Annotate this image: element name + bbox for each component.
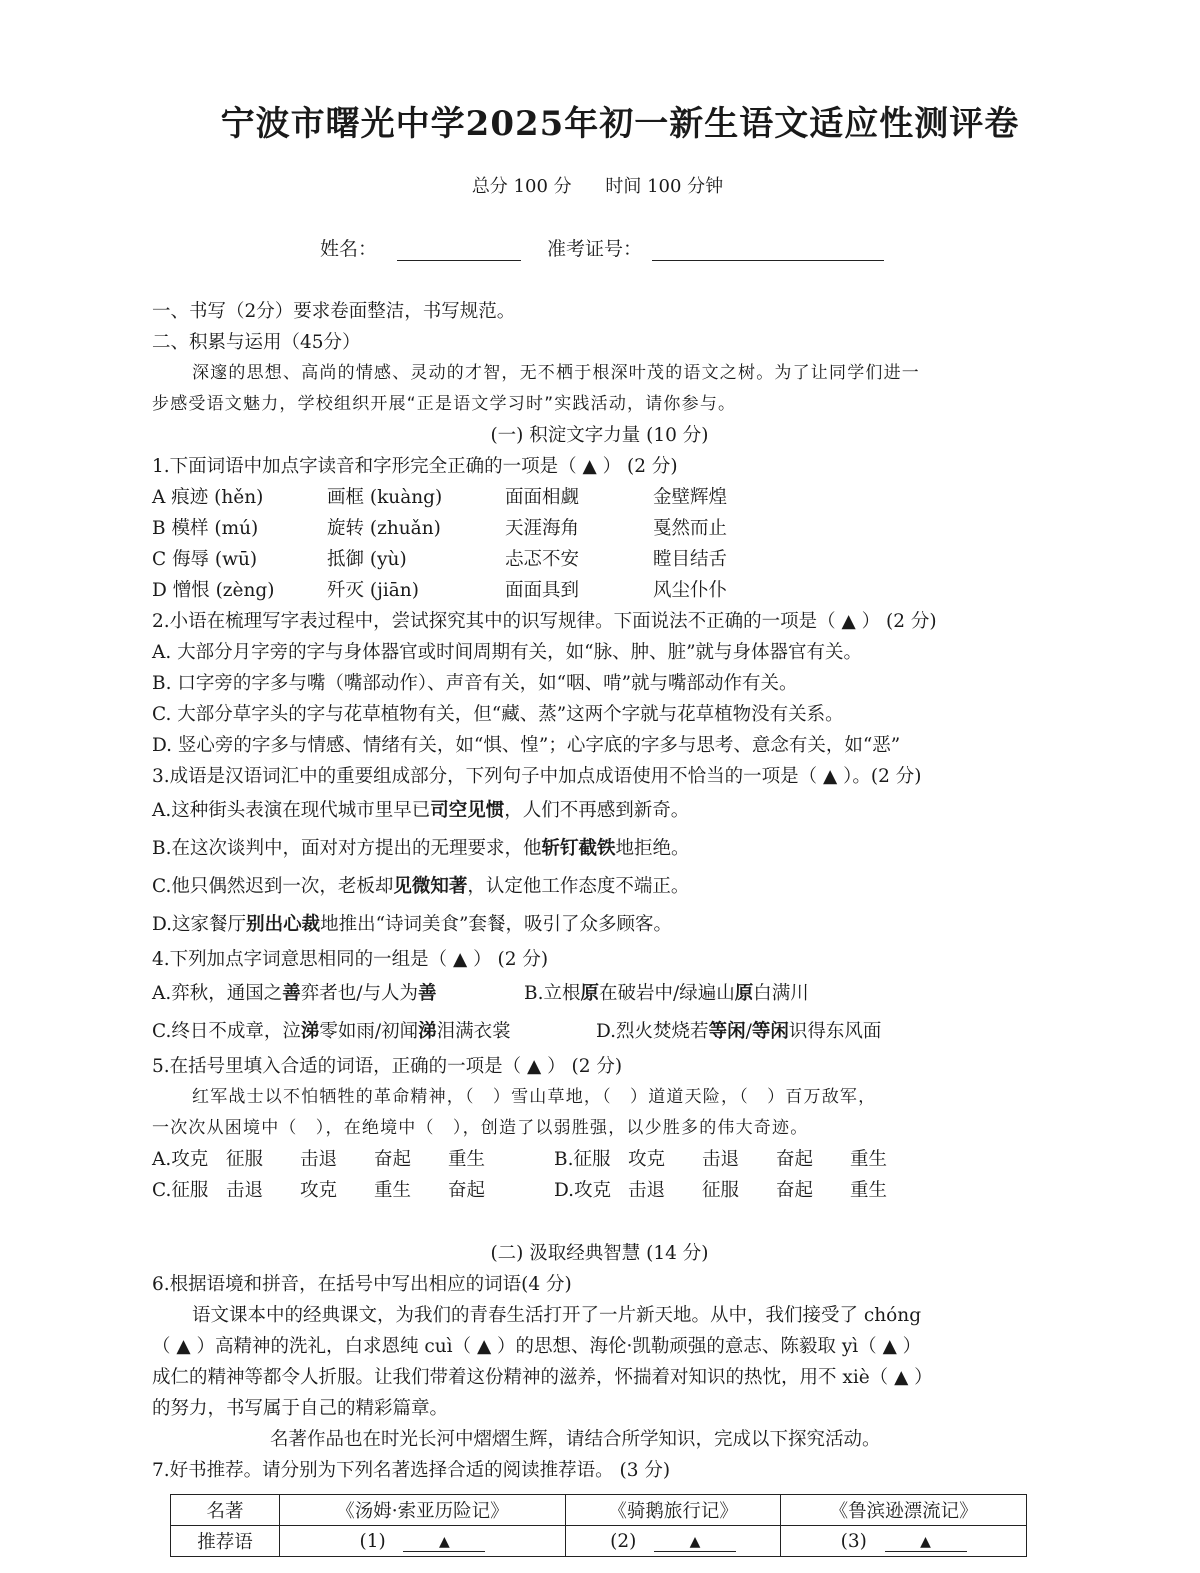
book-3-title: 《鲁滨逊漂流记》 [781, 1495, 1027, 1526]
answer-label-1: (1) [359, 1530, 386, 1552]
q1-a-word3: 面面相觑 [505, 487, 580, 508]
q3-a-idiom: 司空见惯 [430, 800, 505, 821]
q2-option-c: C. 大部分草字头的字与花草植物有关，但“藏、蒸”这两个字就与花草植物没有关系。 [152, 704, 844, 725]
q4-stem: 4.下列加点字词意思相同的一组是（ ▲ ） (2 分) [152, 949, 549, 970]
answer-cell-1[interactable] [280, 1526, 566, 1557]
part-1-heading: (一) 积淀文字力量 (10 分) [490, 425, 709, 446]
q3-d-pre: D.这家餐厅 [152, 914, 247, 935]
intro-line-1: 深邃的思想、高尚的情感、灵动的才智，无不栖于根深叶茂的语文之树。为了让同学们进一 [192, 363, 920, 383]
q1-b-word4: 戛然而止 [653, 518, 728, 539]
q5-a-1: A.攻克 [152, 1149, 209, 1170]
q2-option-d: D. 竖心旁的字多与情感、情绪有关，如“惧、惶”；心字底的字多与思考、意念有关，如“恶” [152, 735, 901, 756]
q1-option-b [152, 513, 1047, 544]
book-2-title: 《骑鹅旅行记》 [565, 1495, 780, 1526]
q3-b-pre: B.在这次谈判中，面对对方提出的无理要求，他 [152, 838, 542, 859]
q5-b-5: 重生 [850, 1149, 888, 1170]
q3-c-pre: C.他只偶然迟到一次，老板却 [152, 876, 394, 897]
q1-c-word3: 忐忑不安 [505, 549, 580, 570]
q5-b-2: 攻克 [628, 1149, 666, 1170]
q5-b-1: B.征服 [554, 1149, 611, 1170]
q1-a-word4: 金壁辉煌 [653, 487, 728, 508]
q5-text-2: 一次次从困境中（ ），在绝境中（ ），创造了以弱胜强，以少胜多的伟大奇迹。 [152, 1118, 809, 1138]
q2-option-b: B. 口字旁的字多与嘴（嘴部动作）、声音有关，如“咽、啃”就与嘴部动作有关。 [152, 673, 798, 694]
q5-d-1: D.攻克 [554, 1180, 612, 1201]
table-header-books: 名著 [171, 1495, 280, 1526]
answer-cell-3[interactable] [781, 1526, 1027, 1557]
q2-option-a: A. 大部分月字旁的字与身体器官或时间周期有关，如“脉、肿、脏”就与身体器官有关。 [152, 642, 863, 663]
intro-line-2: 步感受语文魅力，学校组织开展“正是语文学习时”实践活动，请你参与。 [152, 394, 737, 414]
q5-a-3: 击退 [300, 1149, 338, 1170]
q4-a-part2: 弈者也/与人为 [300, 983, 418, 1004]
q3-option-b [152, 830, 1047, 868]
answer-cell-2[interactable] [565, 1526, 780, 1557]
q3-c-post: ，认定他工作态度不端正。 [467, 876, 690, 897]
table-row [171, 1495, 1027, 1526]
spacer [152, 1206, 1047, 1238]
q5-a-5: 重生 [448, 1149, 486, 1170]
q5-b-4: 奋起 [776, 1149, 814, 1170]
q4-options-ab [152, 975, 1047, 1013]
q5-b-3: 击退 [702, 1149, 740, 1170]
q2-stem: 2.小语在梳理写字表过程中，尝试探究其中的识写规律。下面说法不正确的一项是（ ▲ ） (2 分) [152, 611, 937, 632]
q5-d-3: 征服 [702, 1180, 740, 1201]
q4-c-part3: 泪满衣裳 [436, 1021, 511, 1042]
q1-d-word2: 歼灭 (jiān) [327, 580, 419, 601]
q4-b-key1: 原 [580, 983, 599, 1004]
q4-d-key2: 等闲 [751, 1021, 789, 1042]
q1-stem: 1.下面词语中加点字读音和字形完全正确的一项是（ ▲ ） (2 分) [152, 456, 678, 477]
q5-a-2: 征服 [226, 1149, 264, 1170]
answer-label-2: (2) [610, 1530, 637, 1552]
q1-d-word1: D 憎恨 (zèng) [152, 580, 275, 601]
q3-a-post: ，人们不再感到新奇。 [504, 800, 690, 821]
book-1-title: 《汤姆·索亚历险记》 [280, 1495, 566, 1526]
q4-b-part1: B.立根 [524, 983, 581, 1004]
q1-b-word3: 天涯海角 [505, 518, 580, 539]
q3-stem: 3.成语是汉语词汇中的重要组成部分，下列句子中加点成语使用不恰当的一项是（ ▲ ）。(2 分) [152, 766, 922, 787]
q1-c-word4: 瞠目结舌 [653, 549, 728, 570]
triangle-mark: ▲ [689, 1533, 701, 1550]
q4-option-a [152, 975, 524, 1013]
q7-stem: 7.好书推荐。请分别为下列名著选择合适的阅读推荐语。 (3 分) [152, 1460, 671, 1481]
name-blank[interactable] [397, 240, 521, 261]
q5-d-5: 重生 [850, 1180, 888, 1201]
q4-options-cd [152, 1013, 1047, 1051]
q6-stem: 6.根据语境和拼音，在括号中写出相应的词语(4 分) [152, 1274, 572, 1295]
q5-c-5: 奋起 [448, 1180, 486, 1201]
q1-option-a [152, 482, 1047, 513]
answer-blank-3[interactable] [885, 1531, 967, 1552]
q4-d-part1: D.烈火焚烧若 [596, 1021, 709, 1042]
student-id-line [320, 234, 884, 261]
q4-option-b [524, 983, 809, 1004]
q3-d-idiom: 别出心裁 [246, 914, 321, 935]
q6-line-5: 名著作品也在时光长河中熠熠生辉，请结合所学知识，完成以下探究活动。 [270, 1429, 881, 1450]
q4-a-key1: 善 [282, 983, 301, 1004]
q1-c-word1: C 侮辱 (wū) [152, 549, 258, 570]
part-2-heading: (二) 汲取经典智慧 (14 分) [490, 1243, 709, 1264]
name-label: 姓名： [320, 238, 378, 260]
q5-c-1: C.征服 [152, 1180, 209, 1201]
q5-text-1: 红军战士以不怕牺牲的革命精神，（ ）雪山草地，（ ）道道天险，（ ）百万敌军， [192, 1087, 877, 1107]
exam-content [152, 296, 1047, 1486]
q4-a-part1: A.弈秋，通国之 [152, 983, 283, 1004]
q3-d-post: 地推出“诗词美食”套餐，吸引了众多顾客。 [320, 914, 672, 935]
q4-option-d [596, 1021, 881, 1042]
q4-d-part3: 识得东风面 [788, 1021, 882, 1042]
q1-a-word2: 画框 (kuàng) [327, 487, 443, 508]
q5-stem: 5.在括号里填入合适的词语，正确的一项是（ ▲ ） (2 分) [152, 1056, 623, 1077]
q4-b-part2: 在破岩中/绿遍山 [599, 983, 735, 1004]
q4-c-part1: C.终日不成章，泣 [152, 1021, 301, 1042]
q6-line-4: 的努力，书写属于自己的精彩篇章。 [152, 1398, 449, 1419]
q4-b-part3: 白满川 [753, 983, 809, 1004]
q6-line-1: 语文课本中的经典课文，为我们的青春生活打开了一片新天地。从中，我们接受了 chóng [192, 1305, 922, 1326]
q4-d-key1: 等闲 [708, 1021, 746, 1042]
book-recommendation-table [170, 1494, 1027, 1557]
triangle-mark: ▲ [920, 1533, 931, 1550]
q3-c-idiom: 见微知著 [393, 876, 468, 897]
q5-a-4: 奋起 [374, 1149, 412, 1170]
q5-c-4: 重生 [374, 1180, 412, 1201]
answer-blank-1[interactable] [403, 1531, 485, 1552]
table-row [171, 1526, 1027, 1557]
section-2-heading: 二、积累与运用（45分） [152, 332, 361, 353]
q5-d-2: 击退 [628, 1180, 666, 1201]
exam-time: 时间 100 分钟 [605, 176, 724, 197]
q1-b-word2: 旋转 (zhuǎn) [327, 518, 441, 539]
total-score: 总分 100 分 [471, 176, 572, 197]
page-title: 宁波市曙光中学2025年初一新生语文适应性测评卷 [220, 104, 1020, 144]
q3-a-pre: A.这种街头表演在现代城市里早已 [152, 800, 431, 821]
q5-options-ab [152, 1144, 1047, 1175]
q3-b-idiom: 斩钉截铁 [541, 838, 616, 859]
q1-b-word1: B 模样 (mú) [152, 518, 259, 539]
q6-line-2: （ ▲ ）高精神的洗礼，白求恩纯 cuì（ ▲ ）的思想、海伦·凯勒顽强的意志、陈毅取 yì（ ▲ ） [152, 1336, 922, 1357]
answer-label-3: (3) [840, 1530, 867, 1552]
q1-d-word4: 风尘仆仆 [653, 580, 728, 601]
q5-c-2: 击退 [226, 1180, 264, 1201]
section-1-heading: 一、书写（2分）要求卷面整洁，书写规范。 [152, 301, 516, 322]
q4-c-part2: 零如雨/初闻 [319, 1021, 419, 1042]
triangle-mark: ▲ [439, 1533, 450, 1550]
q4-c-key1: 涕 [300, 1021, 320, 1042]
q4-d-part2: / [745, 1021, 752, 1042]
exam-meta [0, 172, 1195, 198]
q3-option-d [152, 906, 1047, 944]
exam-no-label: 准考证号： [547, 238, 643, 260]
answer-blank-2[interactable] [654, 1531, 736, 1552]
q1-option-c [152, 544, 1047, 575]
q1-d-word3: 面面具到 [505, 580, 580, 601]
q3-b-post: 地拒绝。 [615, 838, 690, 859]
q4-a-key2: 善 [418, 983, 437, 1004]
q4-option-c [152, 1013, 596, 1051]
q6-line-3: 成仁的精神等都令人折服。让我们带着这份精神的滋养，怀揣着对知识的热忱，用不 xiè（ ▲ ） [152, 1367, 933, 1388]
q5-options-cd [152, 1175, 1047, 1206]
q3-option-c [152, 868, 1047, 906]
q1-a-word1: A 痕迹 (hěn) [152, 487, 264, 508]
q5-c-3: 攻克 [300, 1180, 338, 1201]
exam-no-blank[interactable] [652, 240, 884, 261]
table-header-recommend: 推荐语 [171, 1526, 280, 1557]
q1-option-d [152, 575, 1047, 606]
q4-c-key2: 涕 [418, 1021, 437, 1042]
q1-c-word2: 抵御 (yù) [327, 549, 407, 570]
q3-option-a [152, 792, 1047, 830]
q5-d-4: 奋起 [776, 1180, 814, 1201]
q4-b-key2: 原 [734, 983, 754, 1004]
